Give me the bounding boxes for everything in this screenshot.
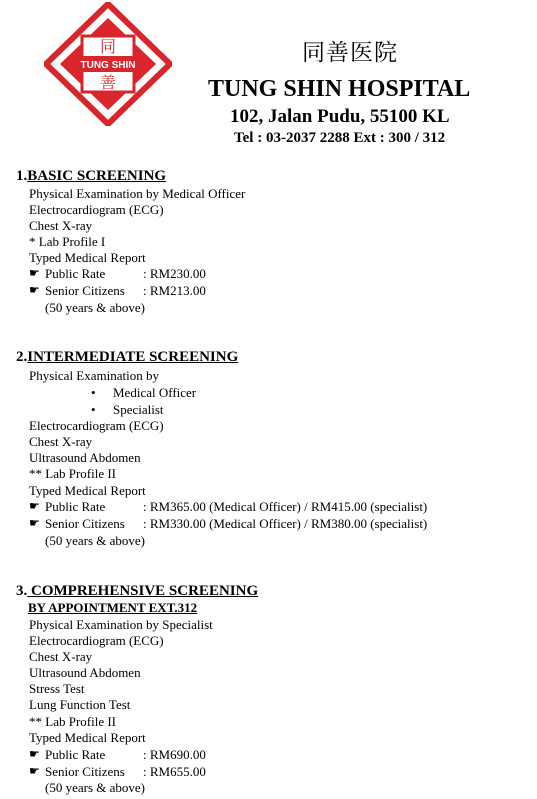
pointing-hand-icon: ☛ xyxy=(29,764,40,778)
bullet-icon: • xyxy=(91,385,96,400)
logo-label: TUNG SHIN xyxy=(80,60,136,71)
section-number: 3. xyxy=(16,583,28,599)
section-number: 1. xyxy=(16,168,28,184)
age-note: (50 years & above) xyxy=(45,300,145,315)
list-item: Ultrasound Abdomen xyxy=(29,665,141,680)
rate-value: : RM690.00 xyxy=(143,747,206,762)
hospital-name: TUNG SHIN HOSPITAL xyxy=(208,76,471,102)
section-comprehensive-title xyxy=(16,583,258,600)
hospital-address: 102, Jalan Pudu, 55100 KL xyxy=(230,106,450,127)
section-title-text: BASIC SCREENING xyxy=(27,168,167,184)
list-item: Physical Examination by Specialist xyxy=(29,617,213,632)
rate-label: Senior Citizens xyxy=(45,764,125,779)
list-item: ** Lab Profile II xyxy=(29,714,117,729)
bullet-icon: • xyxy=(91,402,96,417)
section-intermediate-title xyxy=(16,349,238,366)
age-note: (50 years & above) xyxy=(45,780,145,795)
list-item: Electrocardiogram (ECG) xyxy=(29,202,164,217)
section-number: 2. xyxy=(16,349,28,365)
list-item: Typed Medical Report xyxy=(29,483,146,498)
rate-value: : RM213.00 xyxy=(143,283,206,298)
rate-value: : RM655.00 xyxy=(143,764,206,779)
list-item: Physical Examination by xyxy=(29,368,159,383)
rate-value: : RM230.00 xyxy=(143,266,206,281)
list-item: Physical Examination by Medical Officer xyxy=(29,186,246,201)
rate-label: Senior Citizens xyxy=(45,283,125,298)
list-item: Ultrasound Abdomen xyxy=(29,450,141,465)
list-item: ** Lab Profile II xyxy=(29,466,117,481)
rate-value: : RM330.00 (Medical Officer) / RM380.00 (specialist) xyxy=(143,516,428,531)
appointment-note: BY APPOINTMENT EXT.312 xyxy=(28,600,198,615)
hospital-logo xyxy=(44,2,172,126)
pointing-hand-icon: ☛ xyxy=(29,747,40,761)
rate-label: Public Rate xyxy=(45,499,106,514)
list-item: Electrocardiogram (ECG) xyxy=(29,418,164,433)
pointing-hand-icon: ☛ xyxy=(29,266,40,280)
rate-label: Senior Citizens xyxy=(45,516,125,531)
list-item: Chest X-ray xyxy=(29,649,93,664)
bullet-item: Specialist xyxy=(113,402,164,417)
list-item: Stress Test xyxy=(29,681,85,696)
section-title-text: COMPREHENSIVE SCREENING xyxy=(27,583,259,599)
age-note: (50 years & above) xyxy=(45,533,145,548)
list-item: Chest X-ray xyxy=(29,218,93,233)
section-basic-title xyxy=(16,168,166,185)
list-item: * Lab Profile I xyxy=(29,234,106,249)
pointing-hand-icon: ☛ xyxy=(29,283,40,297)
pointing-hand-icon: ☛ xyxy=(29,516,40,530)
list-item: Electrocardiogram (ECG) xyxy=(29,633,164,648)
list-item: Chest X-ray xyxy=(29,434,93,449)
rate-label: Public Rate xyxy=(45,747,106,762)
rate-label: Public Rate xyxy=(45,266,106,281)
list-item: Typed Medical Report xyxy=(29,250,146,265)
list-item: Lung Function Test xyxy=(29,697,131,712)
logo-char-top: 同 xyxy=(99,37,117,56)
logo-char-bottom: 善 xyxy=(99,73,117,92)
pointing-hand-icon: ☛ xyxy=(29,499,40,513)
list-item: Typed Medical Report xyxy=(29,730,146,745)
bullet-item: Medical Officer xyxy=(113,385,197,400)
hospital-chinese-name: 同善医院 xyxy=(302,40,398,66)
rate-value: : RM365.00 (Medical Officer) / RM415.00 (specialist) xyxy=(143,499,428,514)
section-title-text: INTERMEDIATE SCREENING xyxy=(27,349,239,365)
hospital-telephone: Tel : 03-2037 2288 Ext : 300 / 312 xyxy=(234,130,446,146)
